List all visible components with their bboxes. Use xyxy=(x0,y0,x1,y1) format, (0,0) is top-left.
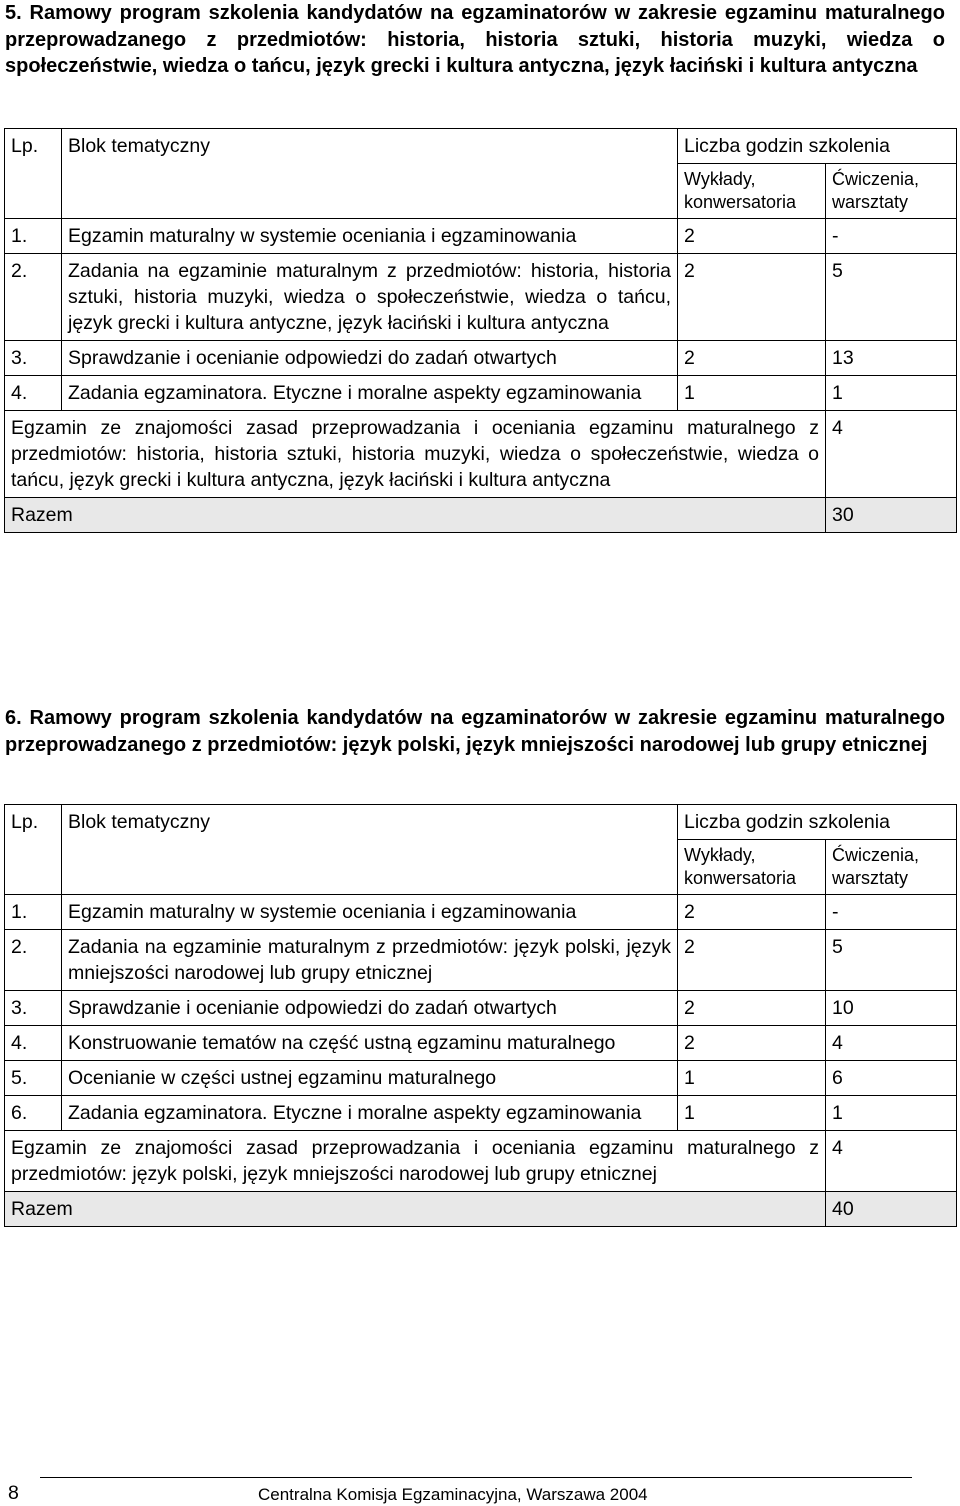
table-row xyxy=(5,991,957,1026)
column-header-hours: Liczba godzin szkolenia xyxy=(678,129,957,164)
row-number: 4. xyxy=(5,1026,62,1061)
row-lecture-hours: 2 xyxy=(678,254,826,341)
table-row xyxy=(5,376,957,411)
column-header-exercises: Ćwiczenia, warsztaty xyxy=(826,164,957,219)
row-topic: Egzamin maturalny w systemie oceniania i egzaminowania xyxy=(62,895,678,930)
total-value: 40 xyxy=(826,1192,957,1227)
column-header-exercises: Ćwiczenia, warsztaty xyxy=(826,840,957,895)
row-lecture-hours: 2 xyxy=(678,341,826,376)
row-lecture-hours: 2 xyxy=(678,895,826,930)
row-exercise-hours: 6 xyxy=(826,1061,957,1096)
row-topic: Ocenianie w części ustnej egzaminu maturalnego xyxy=(62,1061,678,1096)
row-exercise-hours: 10 xyxy=(826,991,957,1026)
training-program-table-6 xyxy=(4,804,957,1227)
row-topic: Sprawdzanie i ocenianie odpowiedzi do zadań otwartych xyxy=(62,991,678,1026)
table-row xyxy=(5,341,957,376)
total-label: Razem xyxy=(5,498,826,533)
row-number: 3. xyxy=(5,341,62,376)
exam-row xyxy=(5,1131,957,1192)
row-topic: Zadania na egzaminie maturalnym z przedmiotów: historia, historia sztuki, historia muzyki, wiedza o społeczeństwie, wiedza o tańcu, język grecki i kultura antyczne, język łaciński i kultura antyczna xyxy=(62,254,678,341)
row-number: 4. xyxy=(5,376,62,411)
column-header-block: Blok tematyczny xyxy=(62,805,678,895)
total-row xyxy=(5,498,957,533)
row-topic: Zadania egzaminatora. Etyczne i moralne aspekty egzaminowania xyxy=(62,376,678,411)
row-exercise-hours: 5 xyxy=(826,254,957,341)
row-exercise-hours: 13 xyxy=(826,341,957,376)
training-program-table-5 xyxy=(4,128,957,533)
row-exercise-hours: - xyxy=(826,219,957,254)
column-header-lp: Lp. xyxy=(5,129,62,219)
row-number: 1. xyxy=(5,895,62,930)
exam-description: Egzamin ze znajomości zasad przeprowadzania i oceniania egzaminu maturalnego z przedmiotów: język polski, język mniejszości narodowej lub grupy etnicznej xyxy=(5,1131,826,1192)
total-row xyxy=(5,1192,957,1227)
table-row xyxy=(5,1026,957,1061)
footer-text: Centralna Komisja Egzaminacyjna, Warszawa 2004 xyxy=(258,1485,648,1504)
column-header-lp: Lp. xyxy=(5,805,62,895)
row-number: 6. xyxy=(5,1096,62,1131)
section-6-heading: 6. Ramowy program szkolenia kandydatów na egzaminatorów w zakresie egzaminu maturalnego przeprowadzanego z przedmiotów: język polski, język mniejszości narodowej lub grupy etnicznej xyxy=(5,707,945,756)
page-number: 8 xyxy=(8,1482,19,1504)
footer-divider xyxy=(40,1477,912,1478)
row-number: 2. xyxy=(5,254,62,341)
exam-hours: 4 xyxy=(826,411,957,498)
row-lecture-hours: 1 xyxy=(678,376,826,411)
table-row xyxy=(5,1096,957,1131)
row-topic: Zadania egzaminatora. Etyczne i moralne aspekty egzaminowania xyxy=(62,1096,678,1131)
table-row xyxy=(5,930,957,991)
row-exercise-hours: - xyxy=(826,895,957,930)
total-value: 30 xyxy=(826,498,957,533)
column-header-lectures: Wykłady, konwersatoria xyxy=(678,840,826,895)
exam-hours: 4 xyxy=(826,1131,957,1192)
row-number: 5. xyxy=(5,1061,62,1096)
row-lecture-hours: 2 xyxy=(678,930,826,991)
row-exercise-hours: 1 xyxy=(826,1096,957,1131)
column-header-hours: Liczba godzin szkolenia xyxy=(678,805,957,840)
row-lecture-hours: 2 xyxy=(678,991,826,1026)
row-number: 2. xyxy=(5,930,62,991)
row-exercise-hours: 1 xyxy=(826,376,957,411)
table-row xyxy=(5,254,957,341)
row-topic: Zadania na egzaminie maturalnym z przedmiotów: język polski, język mniejszości narodowej lub grupy etnicznej xyxy=(62,930,678,991)
total-label: Razem xyxy=(5,1192,826,1227)
row-exercise-hours: 5 xyxy=(826,930,957,991)
row-topic: Sprawdzanie i ocenianie odpowiedzi do zadań otwartych xyxy=(62,341,678,376)
row-lecture-hours: 2 xyxy=(678,1026,826,1061)
row-lecture-hours: 1 xyxy=(678,1096,826,1131)
row-topic: Konstruowanie tematów na część ustną egzaminu maturalnego xyxy=(62,1026,678,1061)
row-number: 1. xyxy=(5,219,62,254)
row-exercise-hours: 4 xyxy=(826,1026,957,1061)
column-header-lectures: Wykłady, konwersatoria xyxy=(678,164,826,219)
section-5-heading: 5. Ramowy program szkolenia kandydatów na egzaminatorów w zakresie egzaminu maturalnego przeprowadzanego z przedmiotów: historia, historia sztuki, historia muzyki, wiedza o społeczeństwie, wiedza o tańcu, język grecki i kultura antyczna, język łaciński i kultura antyczna xyxy=(5,2,945,77)
table-row xyxy=(5,219,957,254)
row-lecture-hours: 2 xyxy=(678,219,826,254)
table-row xyxy=(5,895,957,930)
exam-description: Egzamin ze znajomości zasad przeprowadzania i oceniania egzaminu maturalnego z przedmiotów: historia, historia sztuki, historia muzyki, wiedza o społeczeństwie, wiedza o tańcu, język grecki i kultura antyczna, język łaciński i kultura antyczna xyxy=(5,411,826,498)
table-row xyxy=(5,1061,957,1096)
row-lecture-hours: 1 xyxy=(678,1061,826,1096)
exam-row xyxy=(5,411,957,498)
column-header-block: Blok tematyczny xyxy=(62,129,678,219)
row-topic: Egzamin maturalny w systemie oceniania i egzaminowania xyxy=(62,219,678,254)
row-number: 3. xyxy=(5,991,62,1026)
